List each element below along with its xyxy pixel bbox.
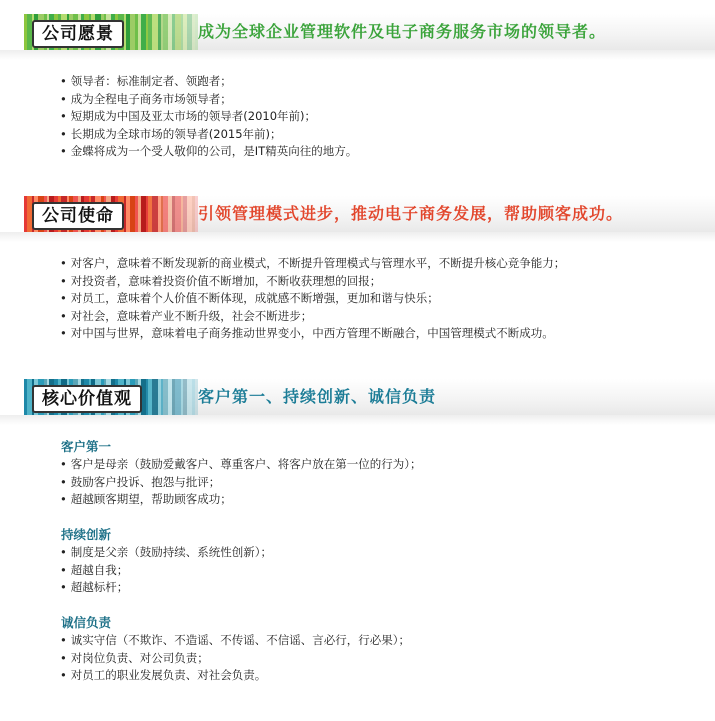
- mission-header-fade: [0, 232, 715, 242]
- mission-tagline: 引领管理模式进步，推动电子商务发展，帮助顾客成功。: [198, 204, 624, 223]
- vision-label: 公司愿景: [32, 20, 124, 48]
- values-header-fade: [0, 415, 715, 425]
- list-item: • 长期成为全球市场的领导者(2015年前)；: [60, 126, 357, 144]
- list-item: • 诚实守信（不欺诈、不造谣、不传谣、不信谣、言必行，行必果）；: [60, 632, 410, 650]
- list-item: • 超越自我；: [60, 562, 272, 580]
- mission-label: 公司使命: [32, 202, 124, 230]
- list-item: • 对员工的职业发展负责、对社会负责。: [60, 667, 410, 685]
- group-title-customer-first: 客户第一: [61, 439, 112, 454]
- list-item: • 对岗位负责、对公司负责；: [60, 650, 410, 668]
- group-title-innovation: 持续创新: [61, 527, 112, 542]
- list-item: • 超越顾客期望，帮助顾客成功；: [60, 491, 422, 509]
- list-item: • 对投资者，意味着投资价值不断增加，不断收获理想的回报；: [60, 273, 565, 291]
- list-item: • 对中国与世界，意味着电子商务推动世界变小，中西方管理不断融合，中国管理模式不断成功。: [60, 325, 565, 343]
- list-item: • 领导者：标准制定者、领跑者；: [60, 73, 357, 91]
- list-item: • 超越标杆；: [60, 579, 272, 597]
- list-item: • 对员工，意味着个人价值不断体现，成就感不断增强，更加和谐与快乐；: [60, 290, 565, 308]
- list-item: • 制度是父亲（鼓励持续、系统性创新）；: [60, 544, 272, 562]
- values-label: 核心价值观: [32, 385, 142, 413]
- vision-header-fade: [0, 50, 715, 60]
- list-item: • 对客户，意味着不断发现新的商业模式，不断提升管理模式与管理水平，不断提升核心竞争能力；: [60, 255, 565, 273]
- customer-first-list: [60, 456, 422, 509]
- vision-list: [60, 73, 357, 161]
- vision-tagline: 成为全球企业管理软件及电子商务服务市场的领导者。: [198, 22, 607, 41]
- list-item: • 短期成为中国及亚太市场的领导者(2010年前)；: [60, 108, 357, 126]
- list-item: • 成为全程电子商务市场领导者；: [60, 91, 357, 109]
- list-item: • 客户是母亲（鼓励爱戴客户、尊重客户、将客户放在第一位的行为）；: [60, 456, 422, 474]
- values-tagline: 客户第一、持续创新、诚信负责: [198, 387, 437, 406]
- integrity-list: [60, 632, 410, 685]
- mission-list: [60, 255, 565, 343]
- list-item: • 鼓励客户投诉、抱怨与批评；: [60, 474, 422, 492]
- list-item: • 金蝶将成为一个受人敬仰的公司，是IT精英向往的地方。: [60, 143, 357, 161]
- list-item: • 对社会，意味着产业不断升级，社会不断进步；: [60, 308, 565, 326]
- group-title-integrity: 诚信负责: [61, 615, 112, 630]
- innovation-list: [60, 544, 272, 597]
